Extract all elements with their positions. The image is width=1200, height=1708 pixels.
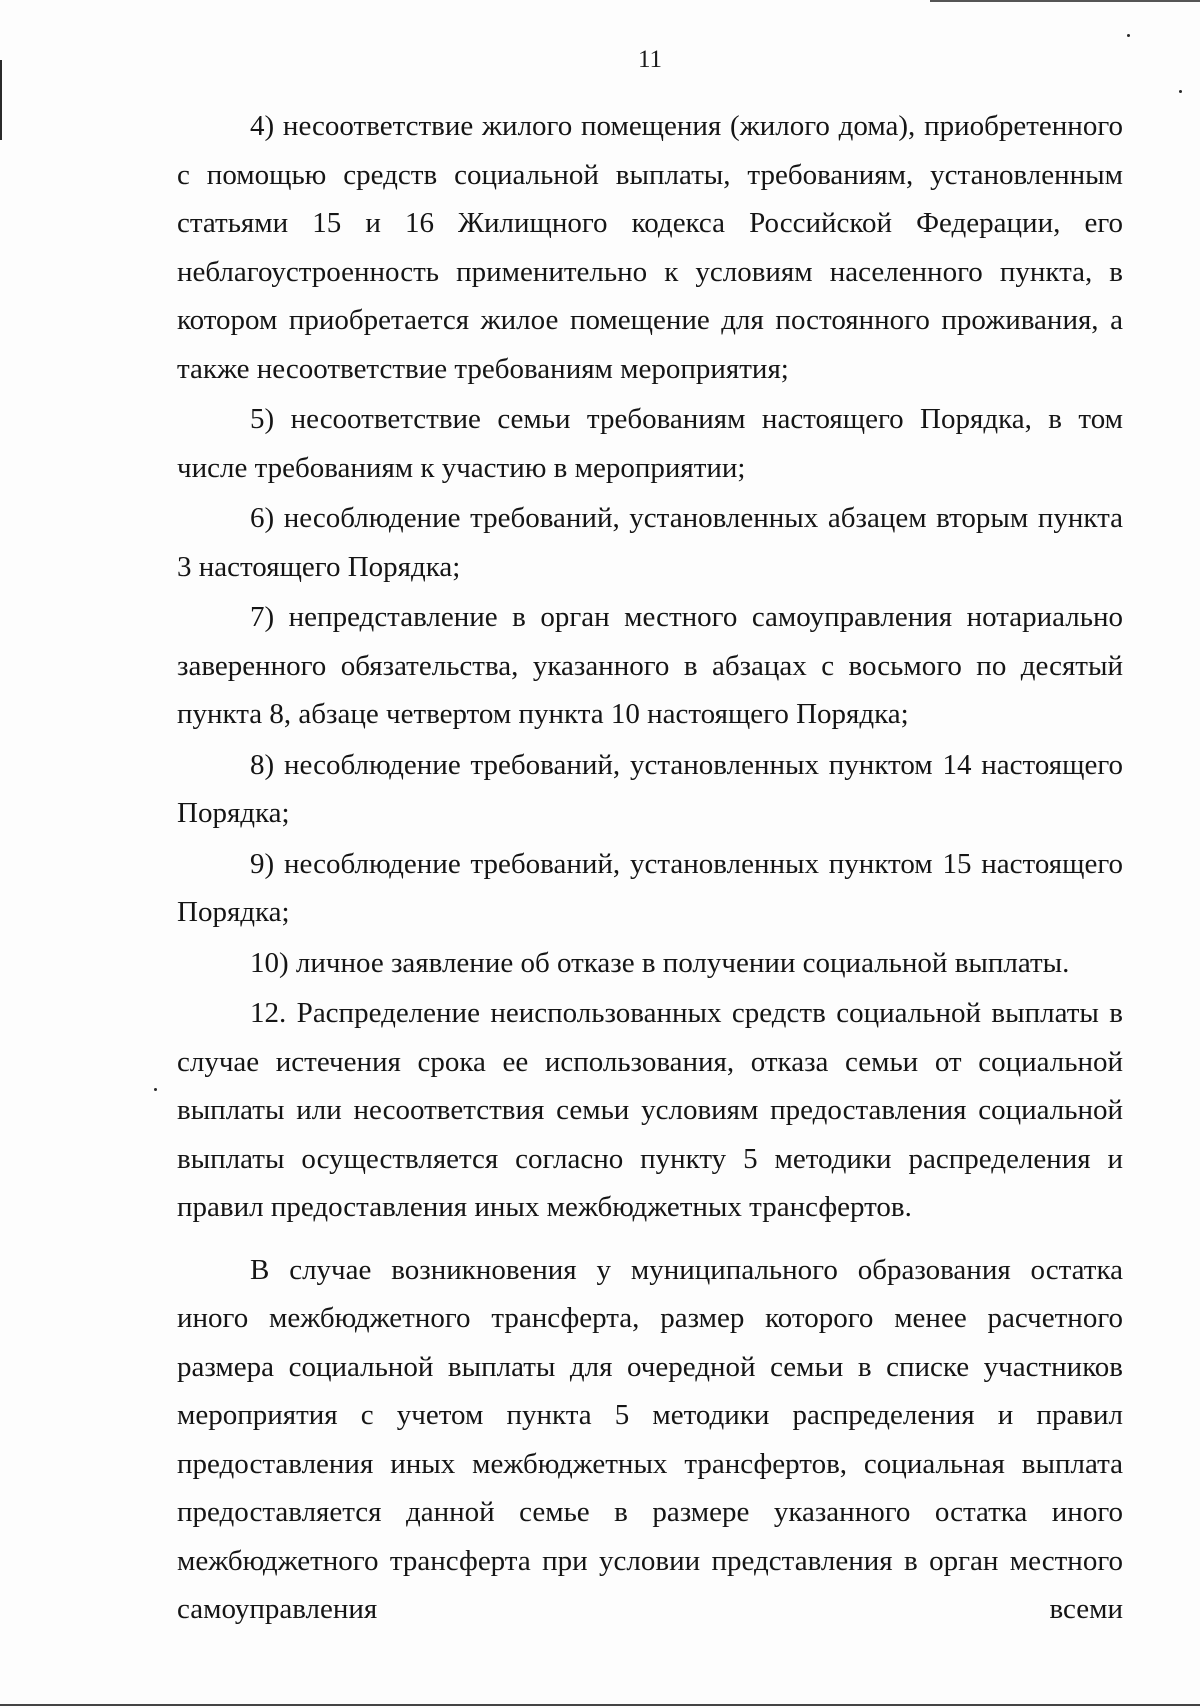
paragraph-item-10: 10) личное заявление об отказе в получении социальной выплаты. bbox=[250, 946, 1070, 979]
paragraph-item-9: 9) несоблюдение требований, установленных пунктом 15 настоящего Порядка; bbox=[177, 847, 1123, 928]
scan-dot bbox=[154, 1088, 157, 1091]
paragraph-item-7: 7) непредставление в орган местного самоуправления нотариально заверенного обязательства, указанного в абзацах с восьмого по десятый пункта 8, абзаце четвертом пункта 10 настоящего Порядка; bbox=[177, 601, 1123, 730]
paragraph-item-8: 8) несоблюдение требований, установленных пунктом 14 настоящего Порядка; bbox=[177, 748, 1123, 829]
paragraph-section-12: 12. Распределение неиспользованных средств социальной выплаты в случае истечения срока ее использования, отказа семьи от социальной выплаты или несоответствия семьи условиям предоставления социальной выплаты осуществляется согласно пункту 5 методики распределения и правил предоставления иных межбюджетных трансфертов. bbox=[177, 997, 1123, 1223]
paragraph-item-5: 5) несоответствие семьи требованиям настоящего Порядка, в том числе требованиям к участию в мероприятии; bbox=[177, 403, 1123, 484]
scan-dot bbox=[1127, 34, 1130, 37]
paragraph-item-4: 4) несоответствие жилого помещения (жилого дома), приобретенного с помощью средств социальной выплаты, требованиям, установленным статьями 15 и 16 Жилищного кодекса Российской Федерации, его неблагоустроенность применительно к условиям населенного пункта, в котором приобретается жилое помещение для постоянного проживания, а также несоответствие требованиям мероприятия; bbox=[177, 110, 1123, 385]
scan-bottom-line bbox=[0, 1704, 1200, 1706]
page-number: 11 bbox=[637, 46, 663, 73]
scan-top-line bbox=[930, 0, 1200, 2]
paragraph-item-6: 6) несоблюдение требований, установленных абзацем вторым пункта 3 настоящего Порядка; bbox=[177, 502, 1123, 583]
document-body bbox=[177, 102, 1123, 1634]
scan-dot bbox=[1179, 90, 1182, 93]
paragraph-remainder-transfer: В случае возникновения у муниципального образования остатка иного межбюджетного трансферта, размер которого менее расчетного размера социальной выплаты для очередной семьи в списке участников мероприятия с учетом пункта 5 методики распределения и правил предоставления иных межбюджетных трансфертов, социальная выплата предоставляется данной семье в размере указанного остатка иного межбюджетного трансферта при условии представления в орган местного самоуправления всеми bbox=[177, 1253, 1123, 1625]
